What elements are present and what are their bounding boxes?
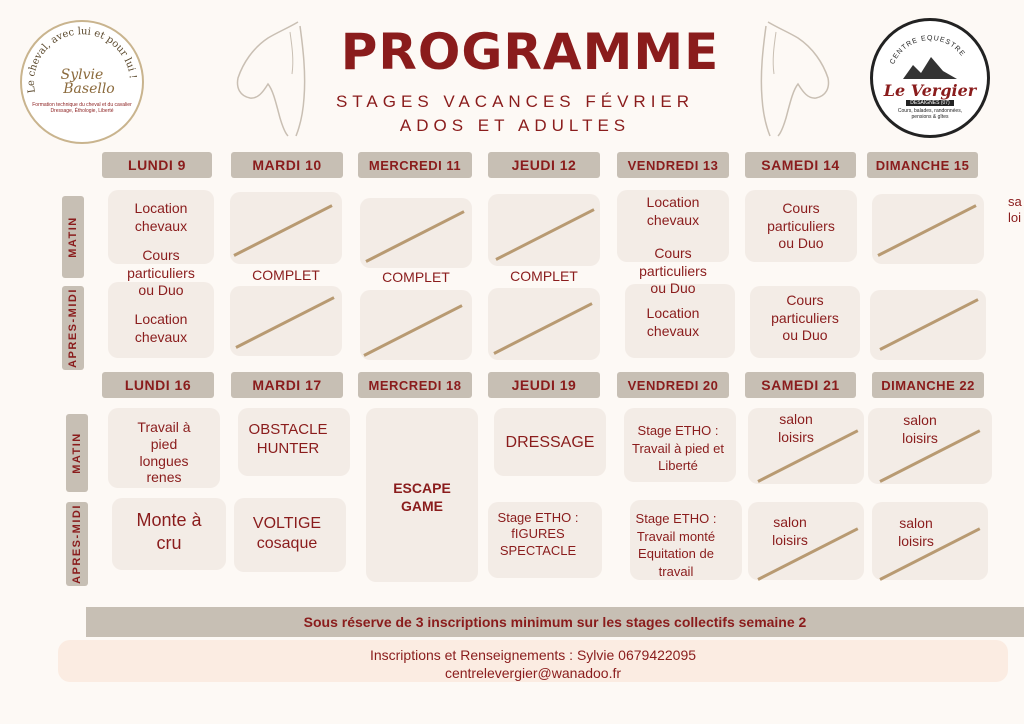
cell-w1-tue-am xyxy=(230,192,342,264)
text-w2-tue-am: OBSTACLE HUNTER xyxy=(248,421,328,457)
right-logo xyxy=(870,18,990,138)
text-w1-fri-am: Location chevaux xyxy=(646,194,700,228)
page-title: PROGRAMME xyxy=(340,23,720,81)
right-logo-name: Le Vergier xyxy=(883,80,977,100)
text-w1-sat-pm: Cours particuliers ou Duo xyxy=(771,292,839,343)
subtitle-line-2: ADOS ET ADULTES xyxy=(399,116,631,135)
text-w2-fri-pm: Stage ETHO : Travail monté Equitation de travail xyxy=(635,511,717,579)
cell-w1-wed-am xyxy=(360,198,472,268)
row-label-w2-apres-midi: APRES-MIDI xyxy=(66,502,88,586)
cell-w1-sun-am xyxy=(872,194,984,264)
row-label-w1-matin: MATIN xyxy=(62,196,84,278)
cell-w1-tue-pm xyxy=(230,286,342,356)
day-header-w2-sat: SAMEDI 21 xyxy=(745,372,856,398)
slash-line xyxy=(495,208,594,261)
text-w1-wed-complet: COMPLET xyxy=(382,269,450,285)
text-w1-mon-am: Location chevaux xyxy=(134,200,188,234)
text-w1-fri-pm: Location chevaux xyxy=(646,305,700,339)
text-w1-mon-mid: Cours particuliers ou Duo xyxy=(127,247,195,298)
day-header-w1-sun: DIMANCHE 15 xyxy=(867,152,978,178)
left-logo-name: Sylvie Basello xyxy=(60,67,115,97)
day-header-w1-sat: SAMEDI 14 xyxy=(745,152,856,178)
footer-contact xyxy=(58,640,1008,682)
horse-head-right-icon xyxy=(748,18,838,138)
right-logo-tagline: Cours, balades, randonnées, pensions & gîtes xyxy=(897,107,963,120)
row-label-w1-apres-midi: APRES-MIDI xyxy=(62,286,84,370)
row-label-w2-matin: MATIN xyxy=(66,414,88,492)
left-logo-tagline: Formation technique du cheval et du cavalier Dressage, Éthologie, Liberté xyxy=(32,102,132,114)
cell-w1-wed-pm xyxy=(360,290,472,360)
text-w1-tue-complet: COMPLET xyxy=(252,267,320,283)
text-w2-sun-pm: salon loisirs xyxy=(898,515,934,549)
cell-w1-thu-am xyxy=(488,194,600,266)
notice-banner: Sous réserve de 3 inscriptions minimum sur les stages collectifs semaine 2 xyxy=(86,607,1024,637)
day-header-w1-mon: LUNDI 9 xyxy=(102,152,212,178)
footer-line-1: Inscriptions et Renseignements : Sylvie 0679422095 xyxy=(369,647,697,663)
text-w1-mon-pm: Location chevaux xyxy=(134,311,188,345)
right-logo-place: DÉSAIGNES (07) xyxy=(906,100,953,106)
slash-line xyxy=(235,296,334,349)
day-header-w2-thu: JEUDI 19 xyxy=(488,372,600,398)
text-w1-thu-complet: COMPLET xyxy=(510,268,578,284)
day-header-w2-sun: DIMANCHE 22 xyxy=(872,372,984,398)
slash-line xyxy=(877,204,976,257)
text-w2-wed: ESCAPE GAME xyxy=(393,480,451,514)
slash-line xyxy=(493,302,592,355)
text-w2-tue-pm: VOLTIGE cosaque xyxy=(252,515,322,552)
text-w2-sun-am: salon loisirs xyxy=(902,412,938,446)
text-w1-fri-mid: Cours particuliers ou Duo xyxy=(639,245,707,296)
day-header-w1-thu: JEUDI 12 xyxy=(488,152,600,178)
day-header-w2-tue: MARDI 17 xyxy=(231,372,343,398)
slash-line xyxy=(363,304,462,357)
right-logo-arc-text: CENTRE EQUESTRE xyxy=(889,34,967,66)
day-header-w1-wed: MERCREDI 11 xyxy=(358,152,472,178)
footer-email[interactable]: centrelevergier@wanadoo.fr xyxy=(444,665,622,682)
slash-line xyxy=(365,210,464,263)
text-w2-thu-am: DRESSAGE xyxy=(505,434,595,451)
day-header-w1-fri: VENDREDI 13 xyxy=(617,152,729,178)
day-header-w2-wed: MERCREDI 18 xyxy=(358,372,472,398)
text-w2-sat-pm: salon loisirs xyxy=(772,514,808,548)
cell-w1-sun-pm xyxy=(870,290,986,360)
text-w1-sat-am: Cours particuliers ou Duo xyxy=(767,200,835,251)
text-w2-mon-am: Travail à pied longues renes xyxy=(137,419,191,486)
text-cut-off-right: sa loi xyxy=(1008,194,1022,226)
left-logo xyxy=(20,20,144,144)
text-w2-sat-am: salon loisirs xyxy=(778,411,814,445)
slash-line xyxy=(233,204,332,257)
day-header-w2-fri: VENDREDI 20 xyxy=(617,372,729,398)
slash-line xyxy=(879,298,978,351)
left-logo-arc-text: Le cheval, avec lui et pour lui ! xyxy=(25,26,138,94)
text-w2-fri-am: Stage ETHO : Travail à pied et Liberté xyxy=(631,423,724,474)
text-w2-thu-pm: Stage ETHO : fIGURES SPECTACLE xyxy=(497,510,579,558)
subtitle-line-1: STAGES VACANCES FÉVRIER xyxy=(335,92,695,111)
text-w2-mon-pm: Monte à cru xyxy=(136,510,202,553)
svg-text:CENTRE EQUESTRE xyxy=(889,35,966,66)
day-header-w2-mon: LUNDI 16 xyxy=(102,372,214,398)
day-header-w1-tue: MARDI 10 xyxy=(231,152,343,178)
cell-w1-thu-pm xyxy=(488,288,600,360)
